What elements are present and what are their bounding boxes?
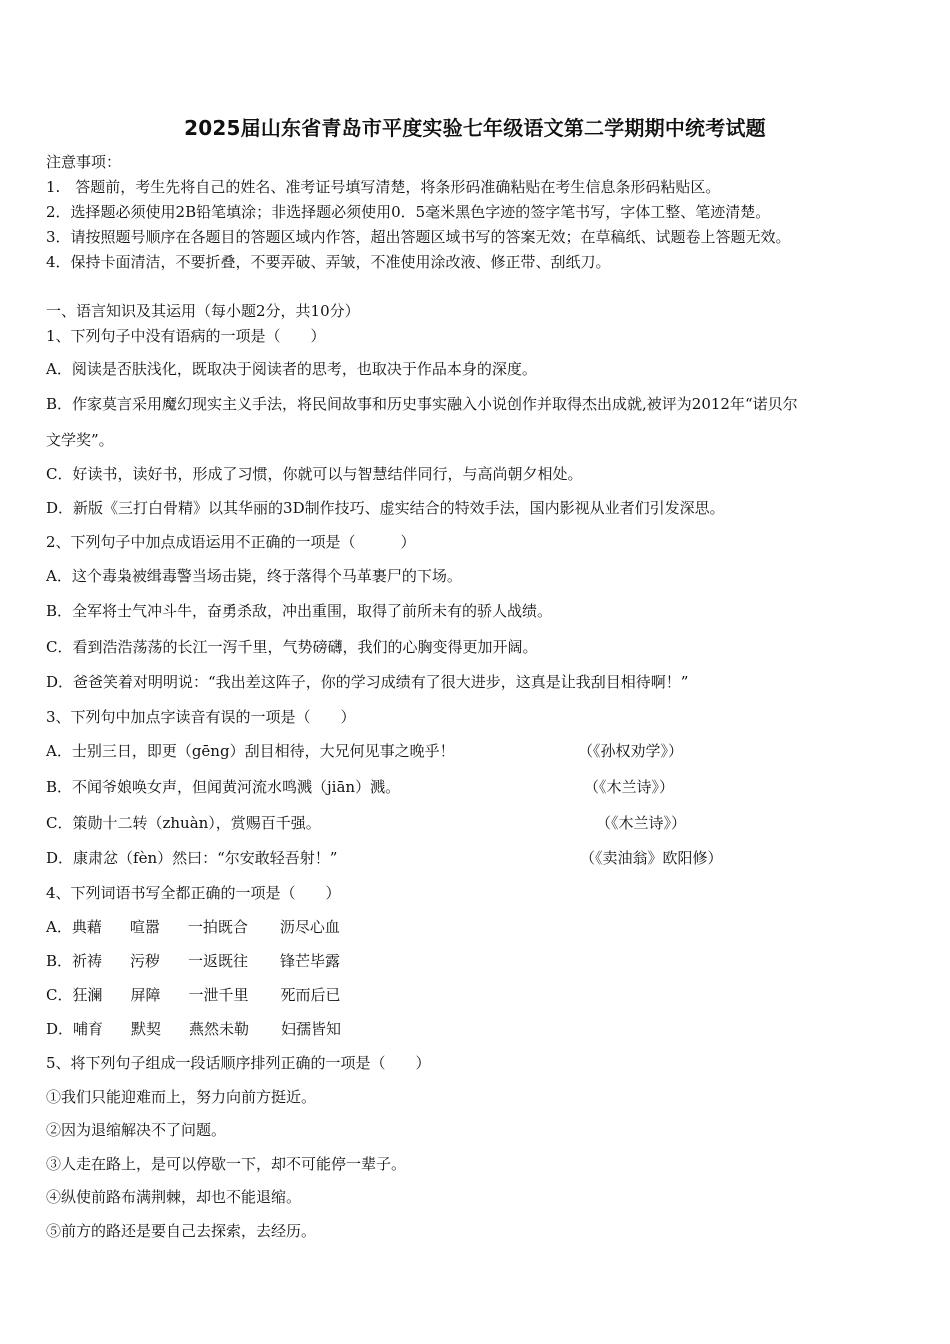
question-stem: 4、下列词语书写全都正确的一项是（ ） — [46, 884, 341, 902]
word: 燕然未勒 — [189, 1020, 250, 1038]
sentence-4: ④纵使前路布满荆棘，却也不能退缩。 — [46, 1188, 302, 1206]
word: 污秽 — [130, 952, 161, 970]
question-stem: 5、将下列句子组成一段话顺序排列正确的一项是（ ） — [46, 1054, 431, 1072]
notice-item: 4．保持卡面清洁，不要折叠，不要弄破、弄皱，不准使用涂改液、修正带、刮纸刀。 — [46, 253, 611, 271]
notice-item: 1. 答题前，考生先将自己的姓名、准考证号填写清楚，将条形码准确粘贴在考生信息条形码粘贴区。 — [46, 178, 721, 196]
page-title: 2025届山东省青岛市平度实验七年级语文第二学期期中统考试题 — [184, 116, 766, 140]
option-b-source: （《木兰诗》） — [584, 778, 675, 796]
sentence-2: ②因为退缩解决不了问题。 — [46, 1121, 227, 1139]
word: 祈祷 — [72, 952, 103, 970]
word: 锋芒毕露 — [280, 952, 341, 970]
question-stem: 2、下列句子中加点成语运用不正确的一项是（ ） — [46, 533, 416, 551]
notice-item: 3．请按照题号顺序在各题目的答题区域内作答，超出答题区域书写的答案无效；在草稿纸、试题卷上答题无效。 — [46, 228, 791, 246]
notice-heading: 注意事项： — [46, 153, 122, 171]
option-d-source: （《卖油翁》欧阳修） — [580, 849, 723, 867]
option-c-source: （《木兰诗》） — [596, 814, 687, 832]
word: 喧嚣 — [129, 918, 160, 936]
question-stem: 1、下列句子中没有语病的一项是（ ） — [46, 327, 326, 345]
word: 一拍既合 — [187, 918, 248, 936]
sentence-1: ①我们只能迎难而上，努力向前方挺近。 — [46, 1088, 317, 1106]
word: 默契 — [131, 1020, 162, 1038]
option-d — [46, 1019, 341, 1039]
word: 哺育 — [73, 1020, 104, 1038]
option-d: D．康肃忿（fèn）然曰：“尔安敢轻吾射！” — [46, 849, 338, 867]
option-label: D． — [46, 1020, 74, 1038]
option-a: A．阅读是否肤浅化，既取决于阅读者的思考，也取决于作品本身的深度。 — [46, 360, 537, 378]
option-d: D．新版《三打白骨精》以其华丽的3D制作技巧、虚实结合的特效手法，国内影视从业者们引发深思。 — [46, 499, 725, 517]
option-c: C．策勋十二转（zhuàn），赏赐百千强。 — [46, 814, 321, 832]
section-heading: 一、语言知识及其运用（每小题2分，共10分） — [46, 302, 360, 320]
word: 沥尽心血 — [279, 918, 340, 936]
option-b: B．作家莫言采用魔幻现实主义手法，将民间故事和历史事实融入小说创作并取得杰出成就,被评为2012年“诺贝尔 — [46, 395, 798, 413]
word: 死而后已 — [280, 986, 341, 1004]
option-d: D．爸爸笑着对明明说：“我出差这阵子，你的学习成绩有了很大进步，这真是让我刮目相待啊！” — [46, 673, 689, 691]
notice-item: 2．选择题必须使用2B铅笔填涂；非选择题必须使用0．5毫米黑色字迹的签字笔书写，字体工整、笔迹清楚。 — [46, 203, 771, 221]
question-stem: 3、下列句中加点字读音有误的一项是（ ） — [46, 708, 356, 726]
word: 妇孺皆知 — [281, 1020, 342, 1038]
option-b: B．全军将士气冲斗牛，奋勇杀敌，冲出重围，取得了前所未有的骄人战绩。 — [46, 602, 553, 620]
option-a-source: （《孙权劝学》） — [578, 742, 684, 760]
option-c — [46, 985, 341, 1005]
word: 一泄千里 — [188, 986, 249, 1004]
word: 一返既往 — [188, 952, 249, 970]
word: 屏障 — [130, 986, 161, 1004]
option-a: A．士别三日，即更（gēng）刮目相待，大兄何见事之晚乎！ — [46, 742, 455, 760]
option-b: B．不闻爷娘唤女声，但闻黄河流水鸣溅（jiān）溅。 — [46, 778, 401, 796]
option-c: C．看到浩浩荡荡的长江一泻千里，气势磅礴，我们的心胸变得更加开阔。 — [46, 638, 538, 656]
option-label: C． — [46, 986, 73, 1004]
word: 狂澜 — [72, 986, 103, 1004]
sentence-3: ③人走在路上，是可以停歇一下，却不可能停一辈子。 — [46, 1155, 407, 1173]
sentence-5: ⑤前方的路还是要自己去探索，去经历。 — [46, 1222, 317, 1240]
option-label: A． — [46, 918, 72, 936]
word: 典藉 — [71, 918, 102, 936]
option-a — [46, 917, 340, 937]
option-b-continued: 文学奖”。 — [46, 431, 114, 449]
option-label: B． — [46, 952, 73, 970]
option-b — [46, 951, 340, 971]
option-c: C．好读书，读好书，形成了习惯，你就可以与智慧结伴同行，与高尚朝夕相处。 — [46, 465, 583, 483]
option-a: A．这个毒枭被缉毒警当场击毙，终于落得个马革裹尸的下场。 — [46, 567, 462, 585]
